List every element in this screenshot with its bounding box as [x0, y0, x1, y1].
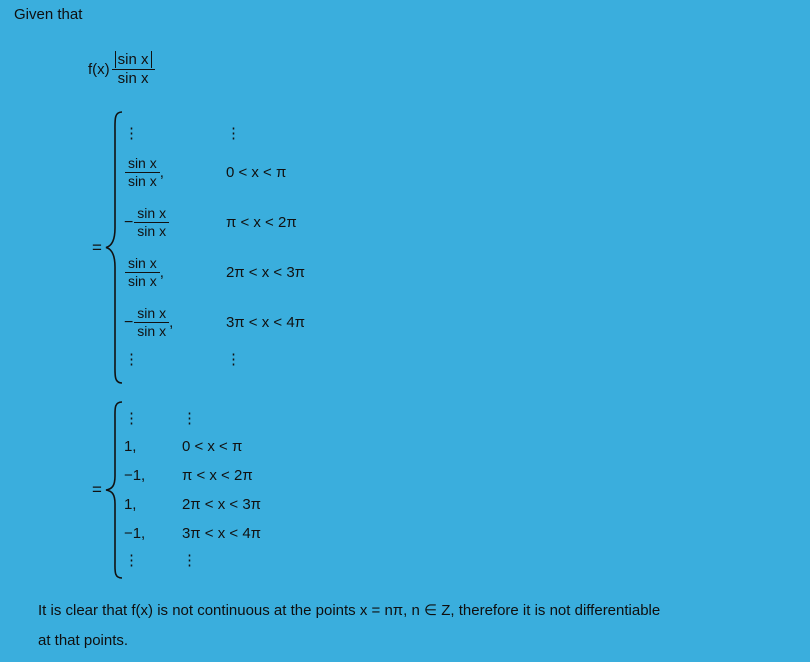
case-value: 1, — [123, 496, 137, 513]
case-value: −1, — [123, 525, 146, 542]
case-condition: 3π < x < 4π — [225, 314, 306, 331]
closing-line2: at that points. — [38, 632, 129, 649]
equals-sign-1: = — [92, 237, 102, 257]
case-condition: π < x < 2π — [225, 214, 297, 231]
case-fraction-numerator: sin x — [125, 156, 160, 173]
function-label: f(x) — [88, 60, 110, 78]
bottom-dots-cond: ⋮ — [225, 351, 241, 368]
case-row-bottom-dots — [124, 548, 261, 574]
closing-line1-part-a: It is clear that f(x) is not continuous at the points — [38, 602, 356, 619]
case-row — [124, 519, 261, 548]
case-condition: 2π < x < 3π — [181, 496, 262, 513]
left-brace-2 — [104, 400, 124, 580]
case-fraction-denominator: sin x — [127, 173, 157, 189]
case-value — [124, 256, 220, 288]
case-row-top-dots — [124, 406, 261, 432]
case-fraction-numerator: sin x — [134, 206, 169, 223]
case-comma: , — [159, 264, 164, 281]
closing-line1-expression: x = nπ, n ∈ Z, — [359, 602, 455, 619]
case-row — [124, 298, 305, 348]
case-fraction-numerator: sin x — [134, 306, 169, 323]
case-comma: , — [169, 314, 174, 331]
left-brace-1 — [104, 110, 124, 385]
case-fraction — [125, 156, 160, 188]
absolute-value-sinx: sin x — [115, 51, 152, 68]
cases-list-2 — [124, 406, 261, 574]
top-dots-value: ⋮ — [123, 125, 139, 142]
closing-paragraph — [38, 596, 800, 656]
case-fraction-denominator: sin x — [137, 223, 167, 239]
case-condition: 3π < x < 4π — [181, 525, 262, 542]
case-row — [124, 490, 261, 519]
fraction-numerator — [112, 52, 155, 70]
case-row-top-dots — [124, 122, 305, 148]
case-row-bottom-dots — [124, 348, 305, 374]
cases-list-1 — [124, 122, 305, 374]
case-fraction-numerator: sin x — [125, 256, 160, 273]
equals-sign-2: = — [92, 480, 102, 499]
top-dots-cond: ⋮ — [181, 409, 197, 427]
case-value: 1, — [123, 438, 137, 455]
bottom-dots-cond: ⋮ — [181, 551, 197, 569]
case-condition: 2π < x < 3π — [225, 264, 306, 281]
case-comma: , — [159, 164, 164, 181]
fraction-denominator: sin x — [117, 69, 149, 87]
top-dots-value: ⋮ — [123, 409, 139, 427]
case-sign: − — [123, 213, 134, 231]
case-row — [124, 148, 305, 198]
case-condition: π < x < 2π — [181, 467, 253, 484]
case-fraction — [134, 206, 169, 238]
case-value — [124, 306, 220, 338]
top-dots-cond: ⋮ — [225, 125, 241, 142]
case-value: −1, — [123, 467, 146, 484]
abs-sin-over-sin-fraction — [112, 52, 155, 87]
case-value — [124, 206, 220, 238]
piecewise-block-fractions — [92, 110, 305, 385]
case-condition: 0 < x < π — [225, 164, 287, 181]
intro-text: Given that — [14, 6, 83, 23]
piecewise-block-values — [92, 400, 261, 580]
case-fraction — [125, 256, 160, 288]
bottom-dots-value: ⋮ — [123, 551, 139, 569]
case-fraction — [134, 306, 169, 338]
case-row — [124, 432, 261, 461]
case-row — [124, 248, 305, 298]
bottom-dots-value: ⋮ — [123, 351, 139, 368]
case-fraction-denominator: sin x — [137, 323, 167, 339]
closing-line1-part-c: therefore it is not differentiable — [458, 602, 661, 619]
case-value — [124, 156, 220, 188]
case-condition: 0 < x < π — [181, 438, 243, 455]
case-row — [124, 198, 305, 248]
case-sign: − — [123, 313, 134, 331]
function-definition — [88, 52, 155, 87]
case-fraction-denominator: sin x — [127, 273, 157, 289]
case-row — [124, 461, 261, 490]
